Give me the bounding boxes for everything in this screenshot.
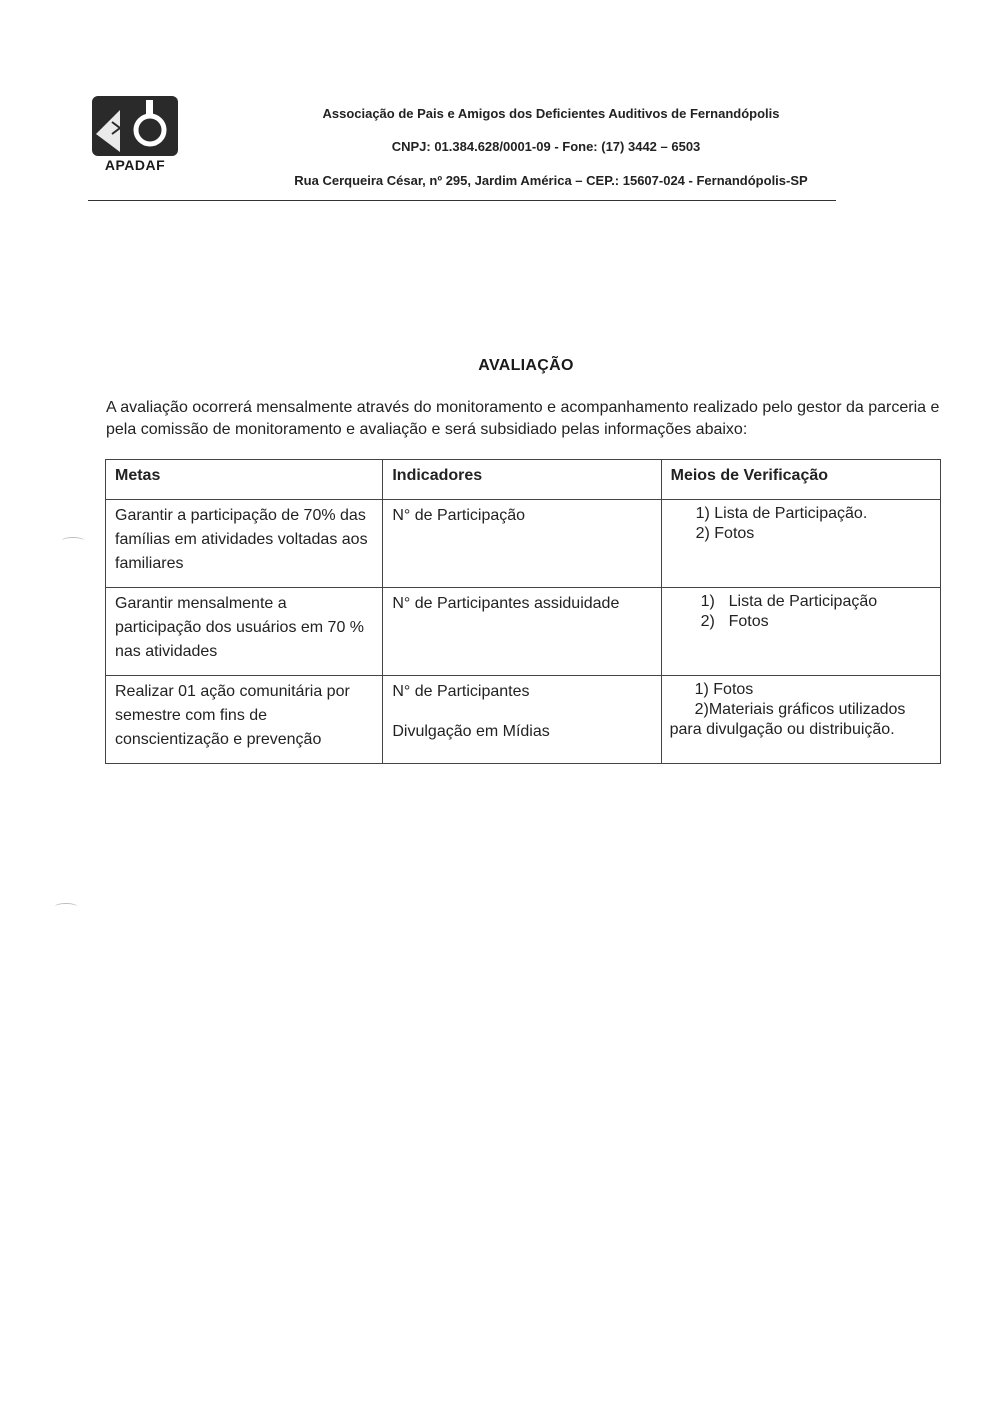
meio-number: 1) (700, 593, 715, 610)
indicador-item: N° de Participantes (392, 683, 530, 700)
org-name: Associação de Pais e Amigos dos Deficientes Auditivos de Fernandópolis (322, 106, 780, 121)
meio-number: 2) (700, 613, 715, 630)
meios-cell (661, 500, 940, 588)
indicador-cell: N° de Participação (383, 500, 661, 588)
address: Rua Cerqueira César, nº 295, Jardim América – CEP.: 15607-024 - Fernandópolis-SP (294, 173, 808, 188)
meio-item (671, 612, 931, 632)
intro-paragraph: A avaliação ocorrerá mensalmente através do monitoramento e acompanhamento realizado pelo gestor da parceria e pela comissão de monitoramento e avaliação e será subsidiado pelas informações abaixo: (106, 399, 940, 438)
indicador-cell (383, 676, 661, 764)
meta-cell: Garantir a participação de 70% das famílias em atividades voltadas aos familiares (106, 500, 383, 588)
header-meios: Meios de Verificação (661, 460, 940, 500)
header-divider (88, 200, 836, 201)
meio-item: para divulgação ou distribuição. (669, 721, 895, 738)
evaluation-table (105, 459, 941, 764)
table-row (106, 588, 941, 676)
indicador-cell: N° de Participantes assiduidade (383, 588, 661, 676)
scan-mark (62, 537, 84, 544)
meio-item: 2) Fotos (695, 525, 755, 542)
logo-wordmark: APADAF (104, 157, 166, 173)
meio-text: Fotos (728, 613, 769, 630)
meio-item: 1) Fotos (694, 681, 754, 698)
meio-item: 1) Lista de Participação. (695, 505, 868, 522)
cnpj-phone: CNPJ: 01.384.628/0001-09 - Fone: (17) 3442 – 6503 (391, 139, 701, 154)
meio-text: Lista de Participação (728, 593, 878, 610)
header-indicadores: Indicadores (383, 460, 661, 500)
table-row (106, 500, 941, 588)
table-header-row (106, 460, 941, 500)
section-title: AVALIAÇÃO (478, 357, 574, 374)
meios-cell (661, 588, 940, 676)
scan-mark (55, 903, 77, 910)
header-metas: Metas (106, 460, 383, 500)
meios-cell (661, 676, 940, 764)
meta-cell: Garantir mensalmente a participação dos usuários em 70 % nas atividades (106, 588, 383, 676)
indicador-item: Divulgação em Mídias (392, 723, 550, 740)
meio-item: 2)Materiais gráficos utilizados (694, 701, 906, 718)
meio-item (671, 592, 931, 612)
table-row (106, 676, 941, 764)
meta-cell: Realizar 01 ação comunitária por semestre com fins de conscientização e prevenção (106, 676, 383, 764)
